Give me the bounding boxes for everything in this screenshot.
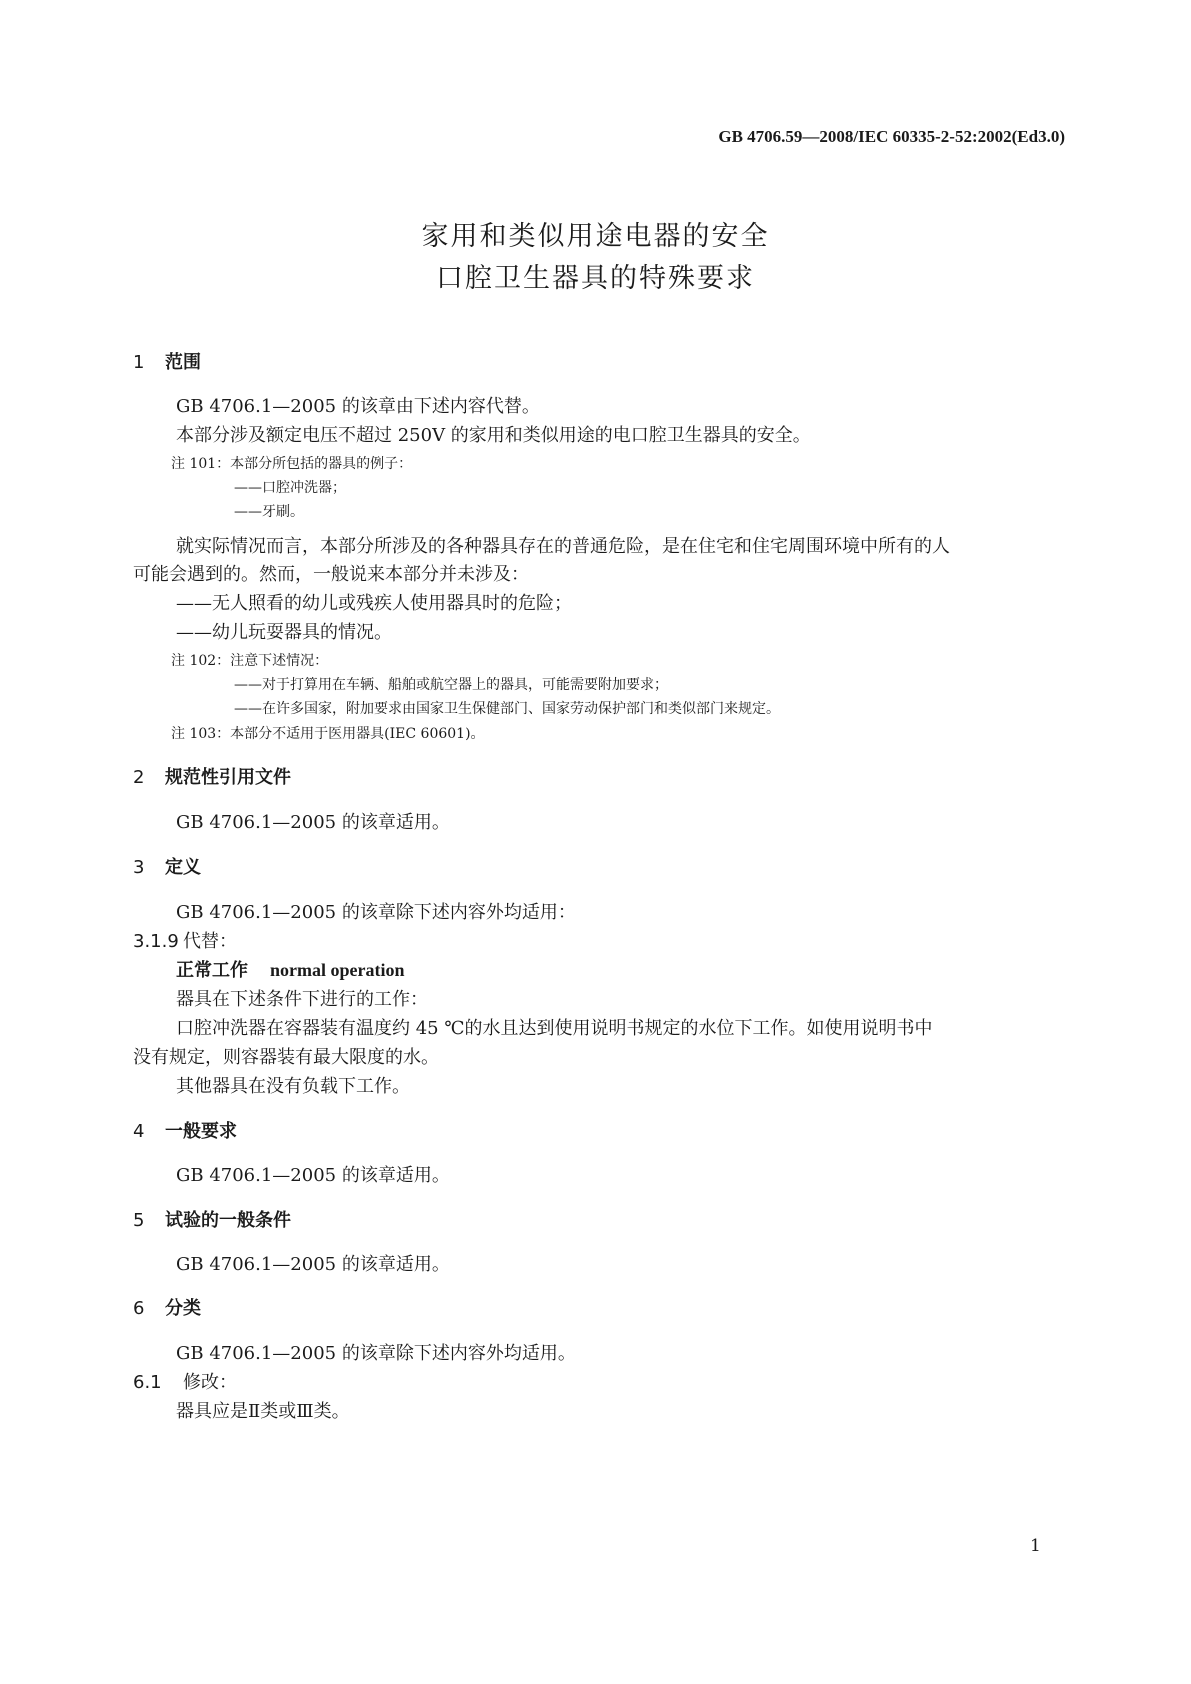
subclause-6-1-number: 6.1 [133, 1372, 162, 1393]
s1-paragraph-1: GB 4706.1—2005 的该章由下述内容代替。 [176, 396, 540, 417]
section-3-title: 定义 [165, 857, 201, 878]
note-102: 注 102：注意下述情况： [171, 653, 329, 669]
s5-paragraph-1: GB 4706.1—2005 的该章适用。 [176, 1254, 450, 1275]
subclause-3-1-9-title: 代替： [183, 931, 237, 952]
s3-paragraph-2: 器具在下述条件下进行的工作： [176, 989, 428, 1010]
section-1-title: 范围 [165, 352, 201, 373]
document-header: GB 4706.59—2008/IEC 60335-2-52:2002(Ed3.0) [718, 127, 1065, 146]
section-4-title: 一般要求 [165, 1121, 237, 1142]
section-6-number: 6 [133, 1298, 145, 1319]
title-line-1: 家用和类似用途电器的安全 [421, 221, 770, 252]
subclause-3-1-9-number: 3.1.9 [133, 931, 179, 952]
note-101: 注 101：本部分所包括的器具的例子： [171, 456, 413, 472]
subclause-6-1 [133, 1368, 237, 1394]
section-4-number: 4 [133, 1121, 145, 1142]
section-2-heading [133, 763, 291, 789]
note-103: 注 103：本部分不适用于医用器具(IEC 60601)。 [171, 726, 485, 742]
note-102-item-b: ——在许多国家，附加要求由国家卫生保健部门、国家劳动保护部门和类似部门来规定。 [234, 701, 780, 717]
s1-paragraph-2: 本部分涉及额定电压不超过 250V 的家用和类似用途的电口腔卫生器具的安全。 [176, 425, 811, 446]
section-4-heading [133, 1117, 237, 1143]
section-3-heading [133, 853, 201, 879]
s2-paragraph-1: GB 4706.1—2005 的该章适用。 [176, 812, 450, 833]
section-6-title: 分类 [165, 1298, 201, 1319]
s6-paragraph-1: GB 4706.1—2005 的该章除下述内容外均适用。 [176, 1343, 576, 1364]
subclause-6-1-title: 修改： [183, 1372, 237, 1393]
section-5-number: 5 [133, 1210, 145, 1231]
s3-paragraph-3-line-2: 没有规定，则容器装有最大限度的水。 [133, 1047, 439, 1068]
s1-dash-item-2: ——幼儿玩耍器具的情况。 [176, 622, 392, 643]
term-english: normal operation [270, 960, 405, 980]
section-5-title: 试验的一般条件 [165, 1210, 291, 1231]
title-line-2: 口腔卫生器具的特殊要求 [436, 263, 755, 294]
term-normal-operation [176, 956, 405, 982]
s1-paragraph-3-line-1: 就实际情况而言，本部分所涉及的各种器具存在的普通危险，是在住宅和住宅周围环境中所有的人 [176, 536, 950, 557]
section-1-number: 1 [133, 352, 145, 373]
note-101-item-b: ——牙刷。 [234, 504, 304, 520]
s6-paragraph-2: 器具应是Ⅱ类或Ⅲ类。 [176, 1401, 350, 1422]
subclause-3-1-9 [133, 927, 237, 953]
section-3-number: 3 [133, 857, 145, 878]
note-102-item-a: ——对于打算用在车辆、船舶或航空器上的器具，可能需要附加要求； [234, 677, 668, 693]
section-1-heading [133, 348, 201, 374]
s1-dash-item-1: ——无人照看的幼儿或残疾人使用器具时的危险； [176, 593, 572, 614]
section-5-heading [133, 1206, 291, 1232]
s4-paragraph-1: GB 4706.1—2005 的该章适用。 [176, 1165, 450, 1186]
s3-paragraph-3-line-1: 口腔冲洗器在容器装有温度约 45 ℃的水且达到使用说明书规定的水位下工作。如使用说明书中 [176, 1018, 933, 1039]
section-2-title: 规范性引用文件 [165, 767, 291, 788]
s1-paragraph-3-line-2: 可能会遇到的。然而，一般说来本部分并未涉及： [133, 564, 529, 585]
term-chinese: 正常工作 [176, 960, 248, 981]
s3-paragraph-4: 其他器具在没有负载下工作。 [176, 1076, 410, 1097]
section-2-number: 2 [133, 767, 145, 788]
note-101-item-a: ——口腔冲洗器； [234, 480, 346, 496]
s3-paragraph-1: GB 4706.1—2005 的该章除下述内容外均适用： [176, 902, 576, 923]
section-6-heading [133, 1294, 201, 1320]
page-number: 1 [1030, 1536, 1041, 1556]
